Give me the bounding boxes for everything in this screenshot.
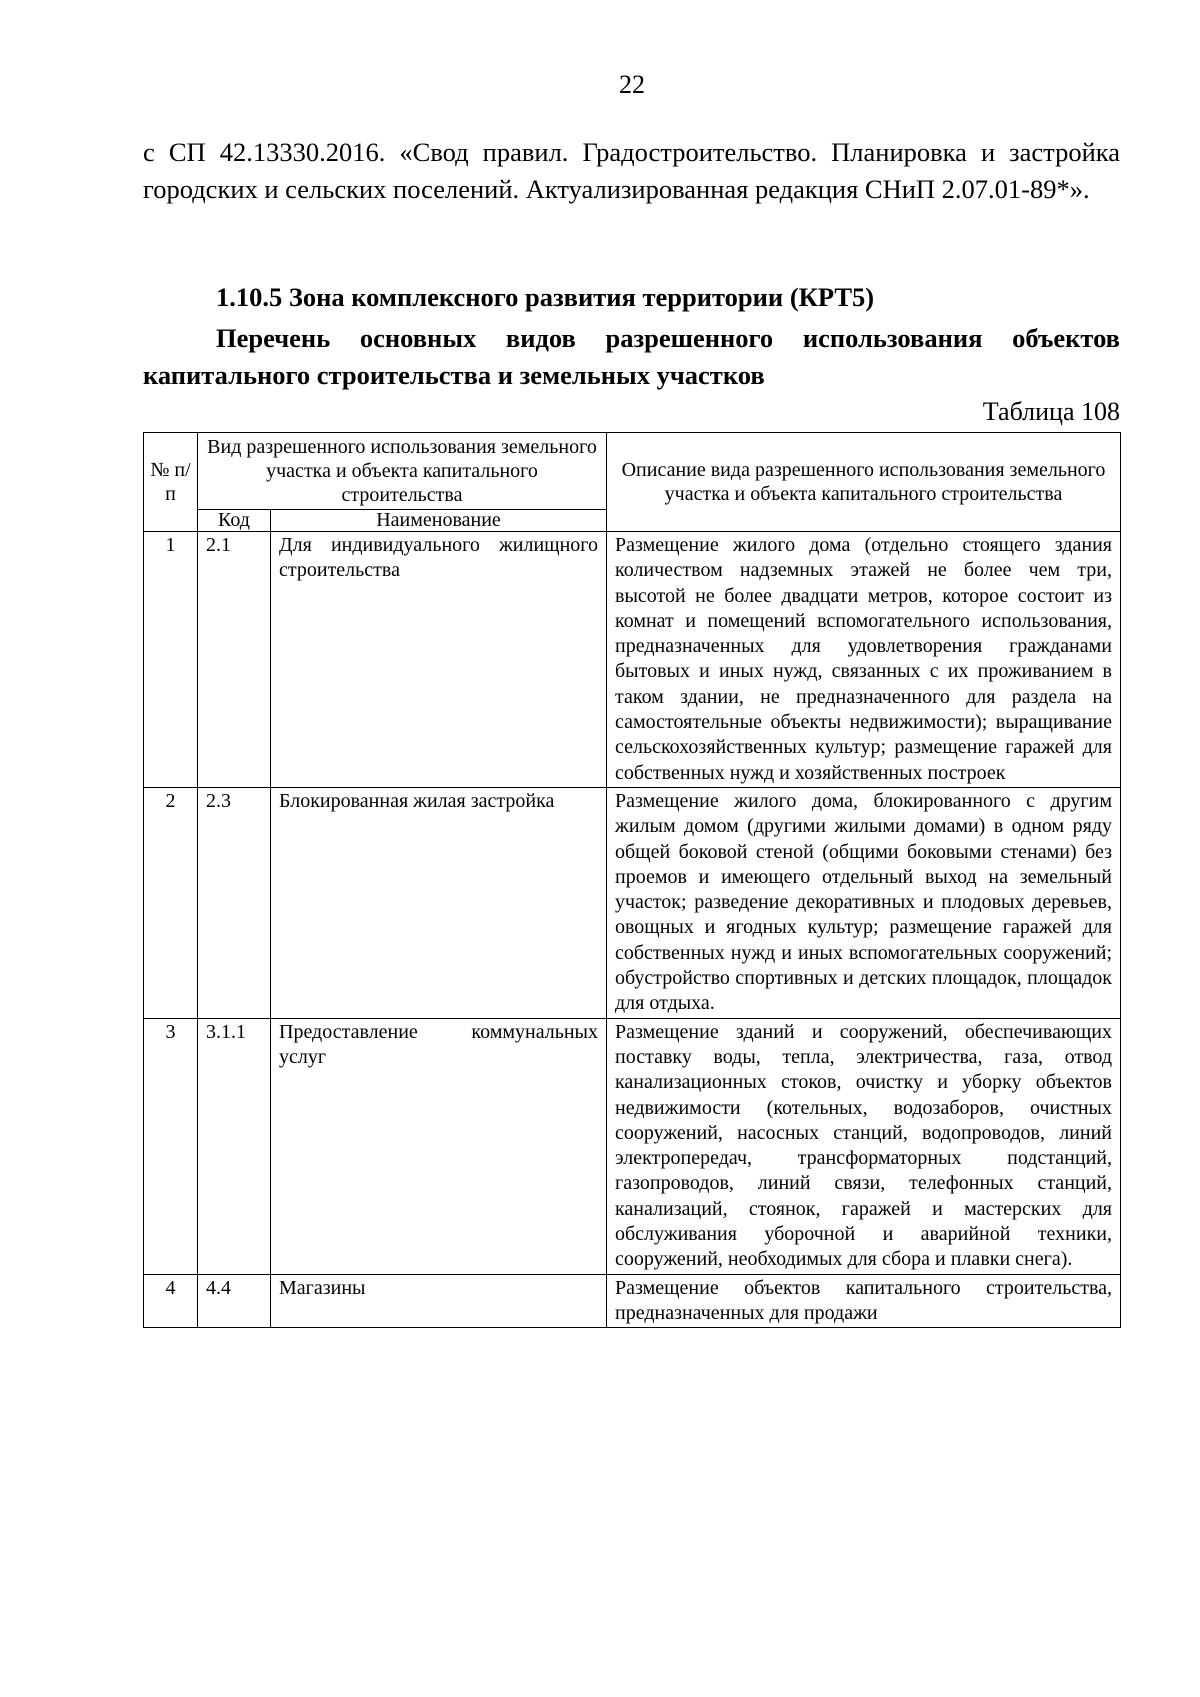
intro-paragraph: с СП 42.13330.2016. «Свод правил. Градостроительство. Планировка и застройка городских и сельских поселений. Актуализированная редакция СНиП 2.07.01-89*». (143, 137, 1120, 204)
header-number: № п/п (144, 433, 198, 532)
header-description: Описание вида разрешенного использования земельного участка и объекта капитального строительства (607, 433, 1121, 532)
row-code: 4.4 (198, 1274, 271, 1328)
row-description: Размещение жилого дома, блокированного с другим жилым домом (другими жилыми домами) в одном ряду общей боковой стеной (общими боковыми стенами) без проемов и имеющего отдельный выход на земельный участок; разведение декоративных и плодовых деревьев, овощных и ягодных культур; размещение гаражей для собственных нужд и иных вспомогательных сооружений; обустройство спортивных и детских площадок, площадок для отдыха. (607, 787, 1121, 1018)
row-name: Магазины (271, 1274, 607, 1328)
header-permitted-use: Вид разрешенного использования земельного участка и объекта капитального строительства (198, 433, 607, 510)
row-description: Размещение жилого дома (отдельно стоящего здания количеством надземных этажей не более чем три, высотой не более двадцати метров, которое состоит из комнат и помещений вспомогательного использования, предназначенных для удовлетворения гражданами бытовых и иных нужд, связанных с их проживанием в таком здании, не предназначенного для раздела на самостоятельные объекты недвижимости); выращивание сельскохозяйственных культур; размещение гаражей для собственных нужд и хозяйственных построек (607, 532, 1121, 788)
permitted-use-table (143, 432, 1121, 1328)
row-name: Предоставление коммунальных услуг (271, 1018, 607, 1274)
page-number: 22 (619, 70, 645, 99)
row-description: Размещение объектов капитального строительства, предназначенных для продажи (607, 1274, 1121, 1328)
section-heading: 1.10.5 Зона комплексного развития территории (КРТ5) (216, 282, 875, 312)
table-row (144, 1274, 1121, 1328)
row-code: 3.1.1 (198, 1018, 271, 1274)
table-row (144, 1018, 1121, 1274)
row-number: 4 (144, 1274, 198, 1328)
row-number: 2 (144, 787, 198, 1018)
table-label: Таблица 108 (982, 397, 1120, 426)
table-row (144, 787, 1121, 1018)
row-description: Размещение зданий и сооружений, обеспечивающих поставку воды, тепла, электричества, газа, отвод канализационных стоков, очистку и уборку объектов недвижимости (котельных, водозаборов, очистных сооружений, насосных станций, водопроводов, линий электропередач, трансформаторных подстанций, газопроводов, линий связи, телефонных станций, канализаций, стоянок, гаражей и мастерских для обслуживания уборочной и аварийной техники, сооружений, необходимых для сбора и плавки снега). (607, 1018, 1121, 1274)
list-title: Перечень основных видов разрешенного использования объектов капитального строительства и земельных участков (143, 323, 1120, 390)
row-name: Блокированная жилая застройка (271, 787, 607, 1018)
row-number: 3 (144, 1018, 198, 1274)
row-number: 1 (144, 532, 198, 788)
table-row (144, 532, 1121, 788)
row-code: 2.1 (198, 532, 271, 788)
header-name: Наименование (271, 510, 607, 532)
row-code: 2.3 (198, 787, 271, 1018)
row-name: Для индивидуального жилищного строительства (271, 532, 607, 788)
table-header-row (144, 433, 1121, 510)
header-code: Код (198, 510, 271, 532)
